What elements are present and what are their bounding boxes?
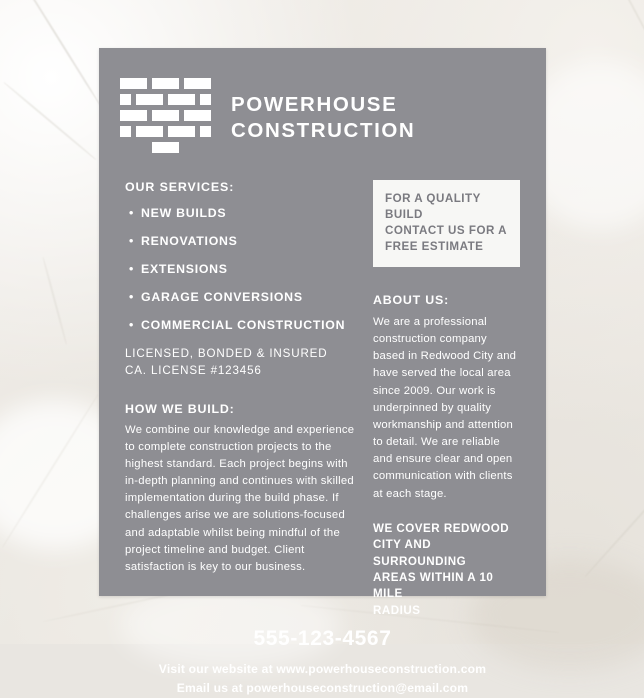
list-item: • EXTENSIONS xyxy=(141,262,359,276)
about-heading: ABOUT US: xyxy=(373,292,450,307)
estimate-line2: CONTACT US FOR A xyxy=(385,223,507,237)
list-item: • COMMERCIAL CONSTRUCTION xyxy=(141,318,359,332)
services-heading: OUR SERVICES: xyxy=(125,180,235,194)
marble-vein xyxy=(584,465,644,577)
marble-vein xyxy=(17,0,103,109)
website-line: Visit our website at www.powerhouseconstruction.com xyxy=(158,662,487,677)
coverage-line1: WE COVER REDWOOD xyxy=(373,521,510,535)
right-column xyxy=(373,180,520,619)
email-line: Email us at powerhouseconstruction@email.com xyxy=(176,681,469,696)
marble-vein xyxy=(4,82,97,160)
estimate-line3: FREE ESTIMATE xyxy=(385,239,484,253)
phone-number: 555-123-4567 xyxy=(253,627,392,651)
coverage-line3: AREAS WITHIN A 10 MILE xyxy=(373,571,494,601)
coverage-line4: RADIUS xyxy=(373,603,421,617)
brick-wall-icon xyxy=(117,78,213,158)
estimate-line1: FOR A QUALITY BUILD xyxy=(385,192,481,221)
license-block xyxy=(125,346,359,380)
flyer-columns xyxy=(99,158,546,619)
list-item: • NEW BUILDS xyxy=(141,206,359,220)
flyer-header xyxy=(99,48,546,158)
list-item: • RENOVATIONS xyxy=(141,234,359,248)
marble-vein xyxy=(43,257,68,344)
coverage-area-block xyxy=(373,521,520,620)
flyer-footer xyxy=(99,619,546,697)
left-column xyxy=(125,180,373,619)
license-line1: LICENSED, BONDED & INSURED xyxy=(125,347,328,360)
list-item: • GARAGE CONVERSIONS xyxy=(141,290,359,304)
about-body: We are a professional construction company based in Redwood City and have served the local area since 2009. Our work is underpinned by quality workmanship and attention to detail. We are reliable and ensure clear and open communication with clients at each stage. xyxy=(373,315,517,500)
company-name-line2: CONSTRUCTION xyxy=(231,119,416,142)
coverage-line2: CITY AND SURROUNDING xyxy=(373,538,467,568)
estimate-callout-box xyxy=(373,180,520,267)
company-name-line1: POWERHOUSE xyxy=(231,92,398,116)
license-line2: CA. LICENSE #123456 xyxy=(125,363,262,377)
logo-container xyxy=(99,78,231,158)
how-we-build-heading: HOW WE BUILD: xyxy=(125,401,235,416)
services-list xyxy=(125,206,359,332)
how-we-build-body: We combine our knowledge and experience to complete construction projects to the highest standard. Each project begins with in-depth planning and continues with skilled implementation during the build phase. If challenges arise we are solutions-focused and adaptable whilst being mindful of the project timeline and budget. Client satisfaction is key to our business. xyxy=(125,423,355,573)
flyer-card xyxy=(99,48,546,696)
company-name xyxy=(231,92,415,144)
